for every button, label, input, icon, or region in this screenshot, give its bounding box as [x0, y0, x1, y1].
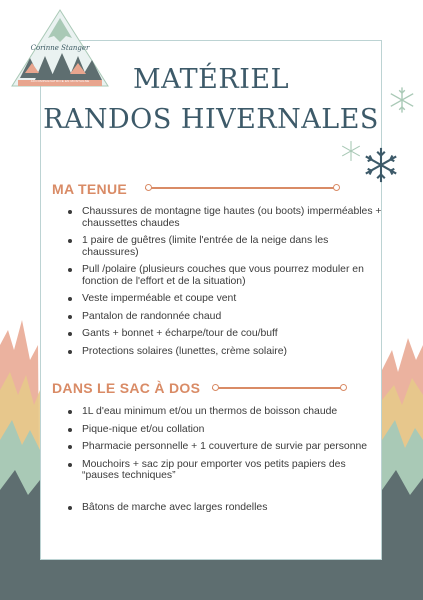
snowflake-icon	[362, 146, 400, 184]
page-title-line1: MATÉRIEL	[132, 64, 290, 95]
list-item: 1L d'eau minimum et/ou un thermos de boisson chaude	[82, 406, 382, 418]
logo-name: Corinne Stanger	[30, 44, 90, 52]
logo-tagline: ACCOMPAGNATRICE EN MONTAGNE	[30, 79, 90, 83]
list-item: 1 paire de guêtres (limite l'entrée de la neige dans les chaussures)	[82, 235, 382, 258]
list-item: Pantalon de randonnée chaud	[82, 311, 382, 323]
section-divider	[145, 183, 345, 193]
list-item: Pharmacie personnelle + 1 couverture de survie par personne	[82, 441, 382, 453]
list-item: Bâtons de marche avec larges rondelles	[82, 502, 382, 514]
list-item: Pique-nique et/ou collation	[82, 424, 382, 436]
section-heading-sac: DANS LE SAC À DOS	[52, 380, 201, 396]
snowflake-icon	[340, 140, 362, 162]
list-item: Veste imperméable et coupe vent	[82, 293, 382, 305]
list-item: Mouchoirs + sac zip pour emporter vos petits papiers des “pauses techniques”	[82, 459, 382, 482]
list-item: Protections solaires (lunettes, crème solaire)	[82, 346, 382, 358]
section-heading-tenue: MA TENUE	[52, 181, 127, 197]
snowflake-icon	[388, 86, 416, 114]
sac-list	[52, 406, 382, 519]
list-item: Pull /polaire (plusieurs couches que vous pourrez moduler en fonction de l'effort et de la situation)	[82, 264, 382, 287]
list-item: Gants + bonnet + écharpe/tour de cou/buff	[82, 328, 382, 340]
page-title-line2: RANDOS HIVERNALES	[43, 104, 379, 135]
list-item: Chaussures de montagne tige hautes (ou boots) imperméables + chaussettes chaudes	[82, 206, 382, 229]
section-divider	[212, 383, 352, 393]
tenue-list	[52, 206, 382, 363]
